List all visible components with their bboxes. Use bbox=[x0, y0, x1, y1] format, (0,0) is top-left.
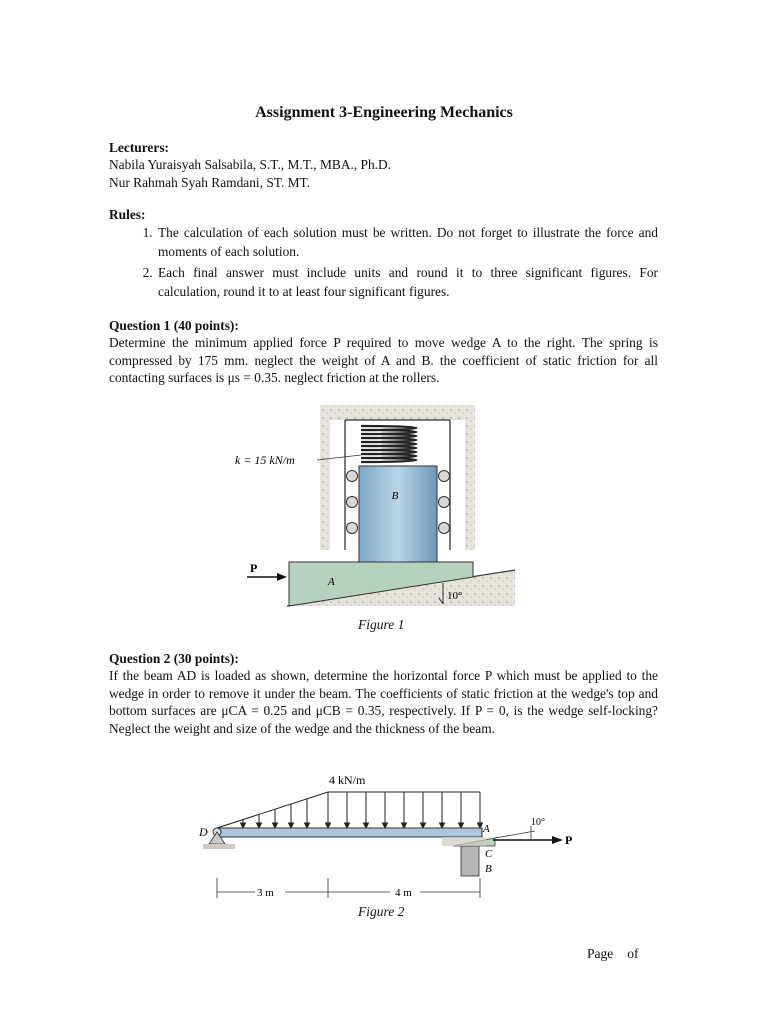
force-p-label: P bbox=[250, 561, 258, 575]
footer-of-label: of bbox=[627, 946, 639, 961]
footer-page-label: Page bbox=[587, 946, 614, 961]
lecturer-name: Nabila Yuraisyah Salsabila, S.T., M.T., MBA., Ph.D. bbox=[109, 157, 392, 173]
figure2-caption: Figure 2 bbox=[358, 904, 405, 919]
beam-ad bbox=[217, 828, 482, 837]
question2-text: If the beam AD is loaded as shown, determine the horizontal force P which must be applied to the wedge in order to remove it under the beam. The coefficients of static friction at the wedge's top and bottom surfaces are μCA = 0.25 and μCB = 0.35, respectively. If P = 0, is the wedge self-locking? Neglect the weight and size of the wedge and the thickness of the beam. bbox=[109, 668, 658, 736]
angle-label: 10° bbox=[531, 817, 545, 828]
rule-item: 2. Each final answer must include units and round it to three significant figures. For calculation, round it to at least four significant figures. bbox=[156, 263, 658, 301]
lecturers-section bbox=[109, 139, 658, 191]
figure1-diagram bbox=[225, 400, 525, 620]
point-d-label: D bbox=[199, 825, 208, 839]
rules-heading: Rules: bbox=[109, 207, 146, 222]
question2-heading: Question 2 (30 points): bbox=[109, 651, 239, 666]
load-label: 4 kN/m bbox=[329, 773, 366, 787]
question1-text: Determine the minimum applied force P required to move wedge A to the right. The spring is compressed by 175 mm. neglect the weight of A and B. the coefficient of static friction for all contacting surfaces is μs = 0.35. neglect friction at the rollers. bbox=[109, 335, 658, 386]
point-b-label: B bbox=[485, 863, 492, 875]
post-b bbox=[461, 846, 479, 876]
question2-section bbox=[109, 650, 658, 737]
question1-section bbox=[109, 317, 658, 387]
rules-section bbox=[109, 206, 658, 303]
rules-list bbox=[109, 223, 658, 301]
figure2-diagram bbox=[195, 770, 580, 920]
document-title: Assignment 3-Engineering Mechanics bbox=[255, 104, 513, 121]
load-arrows-icon bbox=[241, 792, 483, 828]
spring-label: k = 15 kN/m bbox=[235, 453, 295, 467]
lecturers-heading: Lecturers: bbox=[109, 140, 169, 155]
spring-icon bbox=[361, 426, 417, 462]
question1-heading: Question 1 (40 points): bbox=[109, 318, 239, 333]
rule-item: 1. The calculation of each solution must be written. Do not forget to illustrate the force and moments of each solution. bbox=[156, 223, 658, 261]
angle-label: 10° bbox=[447, 590, 463, 602]
point-a-label: A bbox=[483, 823, 490, 835]
block-b-label: B bbox=[391, 490, 399, 502]
page-footer bbox=[587, 946, 653, 962]
dimension-4m: 4 m bbox=[395, 887, 412, 899]
figure1-caption: Figure 1 bbox=[358, 617, 405, 632]
point-c-label: C bbox=[485, 848, 493, 860]
block-b bbox=[359, 466, 437, 562]
lecturer-name: Nur Rahmah Syah Ramdani, ST. MT. bbox=[109, 174, 311, 190]
dimension-3m: 3 m bbox=[257, 887, 274, 899]
wedge-a-label: A bbox=[328, 576, 335, 588]
force-p-label: P bbox=[565, 833, 573, 847]
